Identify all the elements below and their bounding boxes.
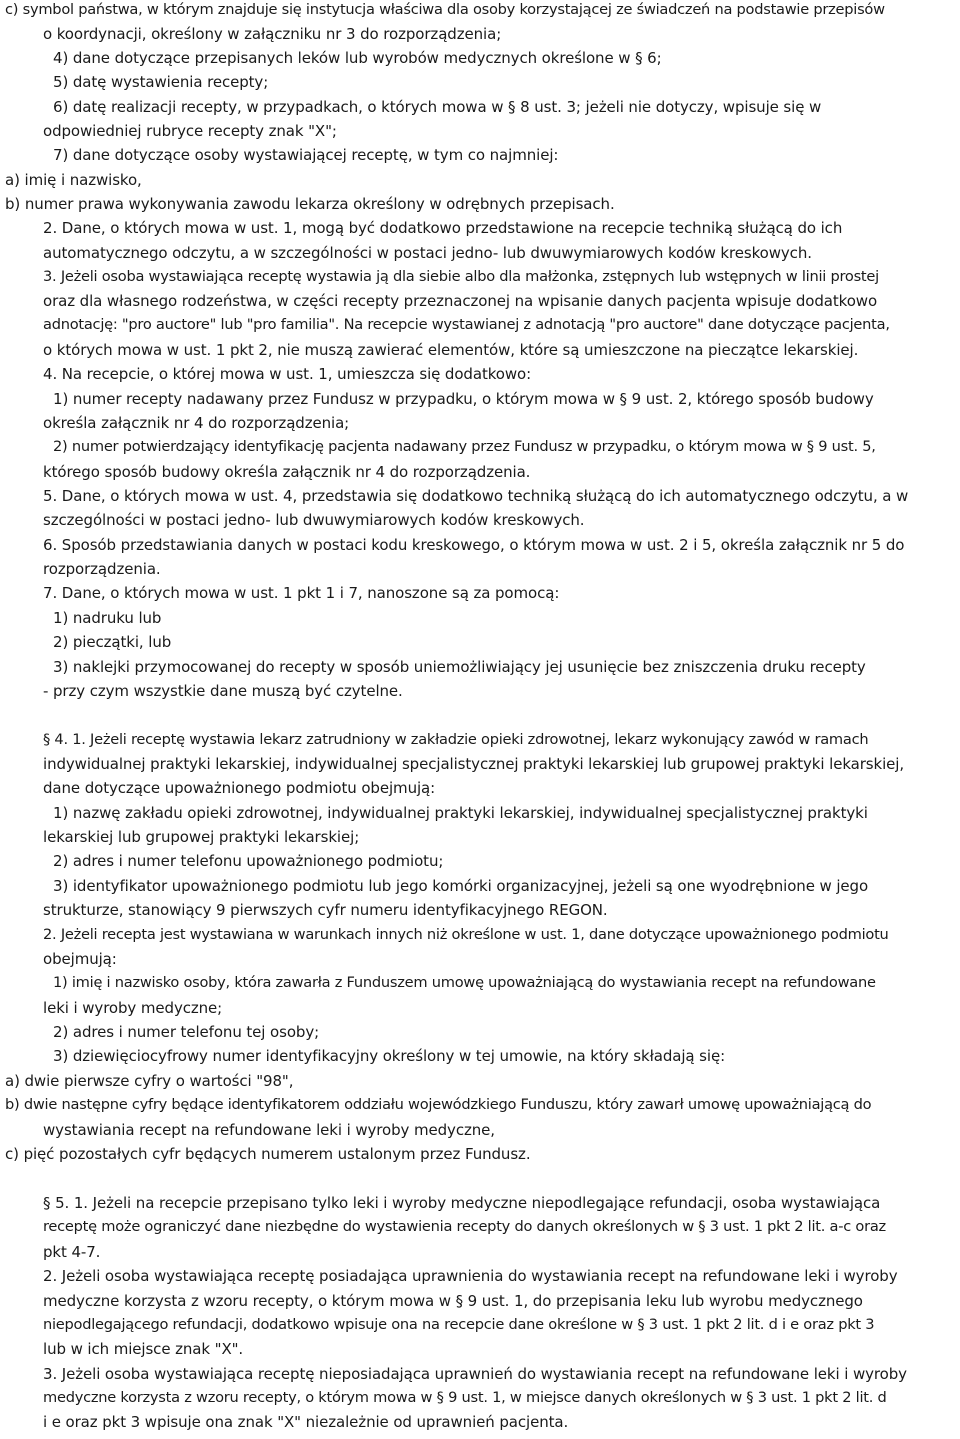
text-line: i e oraz pkt 3 wpisuje ona znak "X" niezależnie od uprawnień pacjenta. (43, 1413, 569, 1431)
text-line: 2. Dane, o których mowa w ust. 1, mogą być dodatkowo przedstawione na recepcie techniką służącą do ich (43, 219, 843, 237)
text-line: § 5. 1. Jeżeli na recepcie przepisano tylko leki i wyroby medyczne niepodlegające refundacji, osoba wystawiająca (43, 1194, 881, 1212)
text-line: lub w ich miejsce znak "X". (43, 1340, 244, 1358)
text-line: lekarskiej lub grupowej praktyki lekarskiej; (43, 828, 360, 846)
text-line: oraz dla własnego rodzeństwa, w części recepty przeznaczonej na wpisanie danych pacjenta wpisuje dodatkowo (43, 292, 878, 310)
text-line: obejmują: (43, 950, 117, 968)
text-line: c) pięć pozostałych cyfr będących numerem ustalonym przez Fundusz. (5, 1145, 531, 1163)
text-line: b) dwie następne cyfry będące identyfikatorem oddziału wojewódzkiego Funduszu, który zawarł umowę upoważniającą do (5, 1096, 872, 1113)
text-line: medyczne korzysta z wzoru recepty, o którym mowa w § 9 ust. 1, do przepisania leku lub wyrobu medycznego (43, 1292, 863, 1310)
text-line: 2. Jeżeli recepta jest wystawiana w warunkach innych niż określone w ust. 1, dane dotyczące upoważnionego podmiotu (43, 926, 889, 943)
text-line: 4. Na recepcie, o której mowa w ust. 1, umieszcza się dodatkowo: (43, 365, 532, 383)
text-line: - przy czym wszystkie dane muszą być czytelne. (43, 682, 403, 700)
text-line: 2) adres i numer telefonu tej osoby; (53, 1023, 320, 1041)
text-line: indywidualnej praktyki lekarskiej, indywidualnej specjalistycznej praktyki lekarskiej lub grupowej praktyki lekarskiej, (43, 755, 905, 773)
text-line: 1) numer recepty nadawany przez Fundusz w przypadku, o którym mowa w § 9 ust. 2, którego sposób budowy (53, 390, 874, 408)
text-line: niepodlegającego refundacji, dodatkowo wpisuje ona na recepcie dane określone w § 3 ust. 1 pkt 2 lit. d i e oraz pkt 3 (43, 1316, 875, 1333)
text-line: adnotację: "pro auctore" lub "pro familia". Na recepcie wystawianej z adnotacją "pro auctore" dane dotyczące pacjenta, (43, 316, 890, 333)
text-line: 3) naklejki przymocowanej do recepty w sposób uniemożliwiający jej usunięcie bez zniszczenia druku recepty (53, 658, 866, 676)
text-line: 3) dziewięciocyfrowy numer identyfikacyjny określony w tej umowie, na który składają się: (53, 1047, 726, 1065)
text-line: którego sposób budowy określa załącznik nr 4 do rozporządzenia. (43, 463, 531, 481)
text-line: 3) identyfikator upoważnionego podmiotu lub jego komórki organizacyjnej, jeżeli są one wyodrębnione w jego (53, 877, 869, 895)
text-line: 1) nazwę zakładu opieki zdrowotnej, indywidualnej praktyki lekarskiej, indywidualnej specjalistycznej praktyki (53, 804, 868, 822)
text-line: o koordynacji, określony w załączniku nr 3 do rozporządzenia; (43, 25, 502, 43)
text-line: a) imię i nazwisko, (5, 171, 142, 189)
text-line: 6. Sposób przedstawiania danych w postaci kodu kreskowego, o którym mowa w ust. 2 i 5, określa załącznik nr 5 do (43, 536, 905, 554)
text-line: 2) numer potwierdzający identyfikację pacjenta nadawany przez Fundusz w przypadku, o którym mowa w § 9 ust. 5, (53, 438, 876, 455)
text-line: pkt 4-7. (43, 1243, 101, 1261)
text-line: określa załącznik nr 4 do rozporządzenia; (43, 414, 350, 432)
text-line: medyczne korzysta z wzoru recepty, o którym mowa w § 9 ust. 1, w miejsce danych określonych w § 3 ust. 1 pkt 2 lit. d (43, 1389, 887, 1406)
text-line: odpowiedniej rubryce recepty znak "X"; (43, 122, 337, 140)
text-line: 1) nadruku lub (53, 609, 162, 627)
text-line: c) symbol państwa, w którym znajduje się instytucja właściwa dla osoby korzystającej ze świadczeń na podstawie przepisów (5, 1, 885, 18)
text-line: dane dotyczące upoważnionego podmiotu obejmują: (43, 779, 436, 797)
text-line: b) numer prawa wykonywania zawodu lekarza określony w odrębnych przepisach. (5, 195, 615, 213)
text-line: 4) dane dotyczące przepisanych leków lub wyrobów medycznych określone w § 6; (53, 49, 662, 67)
text-line: automatycznego odczytu, a w szczególności w postaci jedno- lub dwuwymiarowych kodów kreskowych. (43, 244, 812, 262)
text-line: 1) imię i nazwisko osoby, która zawarła z Funduszem umowę upoważniającą do wystawiania recept na refundowane (53, 974, 876, 991)
text-line: 5. Dane, o których mowa w ust. 4, przedstawia się dodatkowo techniką służącą do ich automatycznego odczytu, a w (43, 487, 909, 505)
text-line: 2) adres i numer telefonu upoważnionego podmiotu; (53, 852, 444, 870)
text-line: 7. Dane, o których mowa w ust. 1 pkt 1 i 7, nanoszone są za pomocą: (43, 584, 560, 602)
text-line: o których mowa w ust. 1 pkt 2, nie muszą zawierać elementów, które są umieszczone na pieczątce lekarskiej. (43, 341, 859, 359)
text-line: leki i wyroby medyczne; (43, 999, 223, 1017)
text-line: § 4. 1. Jeżeli receptę wystawia lekarz zatrudniony w zakładzie opieki zdrowotnej, lekarz wykonujący zawód w ramach (43, 731, 869, 748)
text-line: szczególności w postaci jedno- lub dwuwymiarowych kodów kreskowych. (43, 511, 585, 529)
text-line: 6) datę realizacji recepty, w przypadkach, o których mowa w § 8 ust. 3; jeżeli nie dotyczy, wpisuje się w (53, 98, 822, 116)
text-line: 2) pieczątki, lub (53, 633, 172, 651)
text-line: receptę może ograniczyć dane niezbędne do wystawienia recepty do danych określonych w § 3 ust. 1 pkt 2 lit. a-c oraz (43, 1218, 886, 1235)
text-line: 7) dane dotyczące osoby wystawiającej receptę, w tym co najmniej: (53, 146, 559, 164)
text-line: 3. Jeżeli osoba wystawiająca receptę wystawia ją dla siebie albo dla małżonka, zstępnych lub wstępnych w linii prostej (43, 268, 879, 285)
text-line: 3. Jeżeli osoba wystawiająca receptę nieposiadająca uprawnień do wystawiania recept na refundowane leki i wyroby (43, 1365, 907, 1383)
text-line: a) dwie pierwsze cyfry o wartości "98", (5, 1072, 294, 1090)
text-line: 5) datę wystawienia recepty; (53, 73, 269, 91)
text-line: rozporządzenia. (43, 560, 161, 578)
text-line: wystawiania recept na refundowane leki i wyroby medyczne, (43, 1121, 495, 1139)
text-line: 2. Jeżeli osoba wystawiająca receptę posiadająca uprawnienia do wystawiania recept na refundowane leki i wyroby (43, 1267, 898, 1285)
text-line: strukturze, stanowiący 9 pierwszych cyfr numeru identyfikacyjnego REGON. (43, 901, 608, 919)
